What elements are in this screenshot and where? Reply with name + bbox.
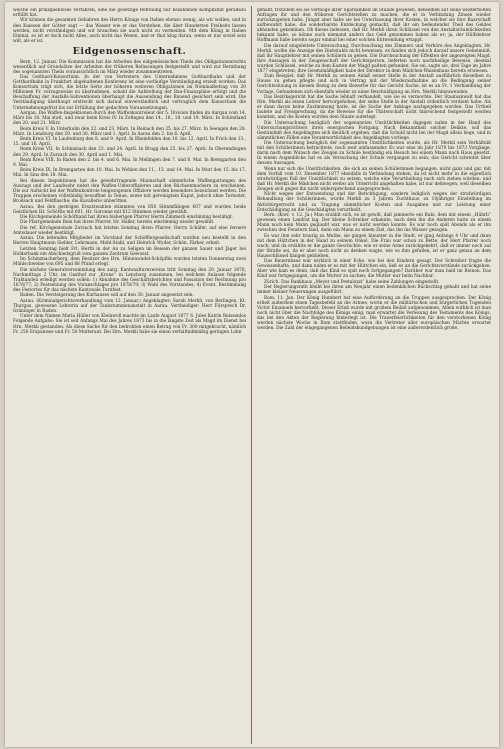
paragraph: Aarau. Die leitenden Mitglieder im Vorstand der Schöfflergesellschaft wurden neu bestellt in den Herren Hauptmann Siebler, Lehrmann, Mehl-Stahl, und Heinrich Wyder, Schön, Färber, erkeit. — [13, 236, 246, 247]
paragraph: Die nächste Generalversammlung des aarg. Kantonalturnvereins tritt Sonntag den 20. Januar 1878, Nachmittags 2 Uhr, im Gasthof zur „Krone“ in Lenzburg zusammen, bei welchem Anlasse folgende Traktanden erledigt werden sollen: 1) Abnahme des Geschäftsberichtes und Passation der Rechnung pro 1876/77; 2) Festsetzung des Voranschlages pro 1878/79; 3) Wahl des Vorstandes; 4) Event. Bestimmung des Festortes für das nächste Kantonale Turnfest. — [13, 267, 246, 294]
paragraph: Beim Kreis VII. In Schinznach den 23. und 24. April. In Brugg den 25. bis 27. April. In Oberendingen den 29. April. In Zurzach den 30. April und 1. Mai. — [13, 147, 246, 158]
paragraph: Aarau. (Kriminalgerichtsverhandlung vom 12. Januar.) Angeklagter: Sarah Merkli, von Berlingen, Kt. Thurgau, gewesene Lehrerin auf der Taubstummenanstalt in Aarau. Vertheidiger: Herr Fürsprech Dr. Gräninger in Baden. — [13, 298, 246, 314]
paragraph: Die Untersuchung bezüglich der sogenannten Unsittlichkeiten dagegen nahm in der Hand des Untersuchungsrichters ihren energischen Fortgang. Nach Bekanntheit solcher Delikte, soll das Geständniß des Angeklagten sich deutlich ergeben, daß die Schuld nicht bei der Magd allein liege, und in sämmtlichen Fällen eine Verantwortlichkeit des Angeklagten vorliege. — [257, 120, 491, 141]
paragraph: Die Untersuchung bezüglich der sogenannten Unsittlichkeiten wurde, als Hr. Merkli sein Verhältniß mit den Schülerinnen betrachtete, noch weit umfassender. Es war eine im Jahr 1870 bis 1873 Vorgänge, darin nach dem Wunsch des Zeugen zu Schule beständig ein Besuch bei einem Mann nach Haus gesetzt. In einem Augenblicke hat es als Versuchung der Schule vergangen zu sein; das Gericht schreitet über dessen Aussagen. — [257, 141, 491, 167]
paragraph: welche ein prinzipienloses Verfahren, eine die gesetzige Befreiung nur bezahlende Komplizität geradezu erfülltt hat. — [13, 8, 246, 19]
section-heading: Eidgenossenschaft. — [72, 45, 187, 57]
paragraph: Die Pfarrgemeinde Rein hat ihren Pfarrer, Hr. Haller, bereits einstimmig wieder gewählt. — [20, 220, 215, 226]
paragraph: Beim Kreis V. In Unterkulm den 22. und 23. März. In Reinach den 25. bis 27. März. In Seengen den 28. März. In Lenzburg den 29. und 30. März und 1. April. In Aarau den 2. bis 6. April. — [13, 126, 246, 137]
newspaper-page — [5, 2, 499, 747]
column-divider — [251, 6, 252, 744]
paragraph: Der Regierungsrath bleibt bei ihren am Neujahr einen bedenklichen Rückschlag gehabt und hat seine immer kleiner Neuerungen ausgeführt. — [257, 285, 491, 296]
paragraph: Beim Kreis VIII. In Baden den 2. bis 4. und 6. Mai. In Mellingen den 7. und 8. Mai. In Bremgarten den 9. Mai. — [13, 157, 246, 168]
paragraph: Beim Kreis VI. In Laufenburg den 8. und 9. April. In Rheinfelden den 10. bis 12. April. In Frick den 13., 15. und 16. April. — [13, 136, 246, 148]
paragraph: Rom, 11. Jan. Der König Humbert hat eine Aufforderung an die Truppen ausgesprochen. Der König erließ außerdem einen Tagesbefehl an die Armee, worin er die militärischen und bürgerlichen Tugenden Victor Emanuels hervorhebt. Dieser Erlaß wurde mit großem Beifall aufgenommen. Allein wirklich ist man noch nicht über die Nachfolge des Königs einig; man erwartet die Verlesung des Testaments des Königs, das bei den Akten der Regierung hinterlegt ist. Die Trauerfeierlichkeiten für den verstorbenen König werden nächste Woche in Rom stattfinden, wozu die Vertreter aller europäischen Mächte erwartet werden. Die Zahl der eingegangenen Beileidskundgebungen ist eine außerordentlich große. — [257, 295, 491, 331]
paragraph: Baden. Die Versteigerung des Kurhauses soll auf den 30. Januar angesetzt sein. — [20, 293, 194, 299]
paragraph: Bern, 12. Januar. Die Kommission hat die Arbeiten des eidgenössischen Theils des Obligationenrechts wesentlich auf Grundsätze der Arbeiten der früheren Befassungen festgestellt und wird zur Berathung des sogenannten Theils voraussichtlich im März wieder zusammentreten. — [13, 59, 246, 75]
paragraph: gehabt; trotzdem sei sie vermöge ihrer Sparsamkeit im Stande gewesen, denselben auf seine wiederholten Anfragen ihr und den früheren Gerichtstellen zu machen, die er in Verbindung Zinsen wieder zurückzugeben habe. Jüngst aber habe sie bei Unterlassung ihrer Kosten, in welcher sie ihre Baarschaft aufbewahrt habe, die sonderbarste Entdeckung gemacht, daß ihr ein bedeutender Theil des Geldes abhanden gekommen. Ob dieses indessen, daß Hr. Merkli ihren Schlüssel von den Anstaltsräumlichkeiten bekannt habe, so könne auch niemand anders das Geld genommen haben als er; ja, der Hülfslehrer Hoffmann habe bereits sogar einmal bei einer solchen Entwendung ertappt. — [257, 8, 491, 44]
paragraph: Beim Kreis IX. In Bremgarten den 10. Mai. In Wohlen den 11., 13. und 14. Mai. In Muri den 15. bis 17. Mai. In Sins den 18. Mai. — [13, 168, 246, 179]
paragraph: Das Bauernhaus war wirklich in einer Ecke, wie bei den Kindern gesagt. Der Schreiber fragte die Gewissenhafte, und dann nahm er es mit der Hüttchen ein, ließ es an die Gerichtsvorstände zurückgehen. Aber wie kam es denn, daß das Kind so spät noch fortgegangen? Darüber war man bald im Reinen. Das Kind war fortgegangen, um die Mutter zu suchen; die Mutter war beim Nachbar. — [257, 259, 491, 280]
paragraph: Das Gotthard-Konsortium. In der von Vertretern des Unternehmens Gotthardbahn und der Gotthardbahn in Frankfurt abgehaltenen Konferenz ist eine vorläufige Verständigung erzielt worden. Das Konsortium trägt sich, die letzte Serie der höheren weiteren Obligationen im Nominalbetrag von 20 Millionen Fr. vorzugsweise zu übernehmen, sobald die Aufstellung der Bau-Finanzpläne erfolgt und die Beschaffung der Ausfalls-Subventionen überhaupt die Aussendung des Bauend gesichert sein wird. Die Verständigung überhaupt erstreckt sich darauf einverständlich und vertraglich dem Konsortium die Unternehmungsfrist bis zur Erfüllung der gedachten Voraussetzungen. — [13, 75, 246, 111]
paragraph: Das Bezirksgericht hat die Sache lebhaft verhandelt, wie sie es vermochte. Der Staatsanwalt hat das Hrn. Merkli als einen Lehrer hervorgehoben, der seine Stelle in der Anstalt ordentlich verdient habe. Als er dann davon keine Zustimmung hatte, ist die Sache der Anklage nachgegeben worden. Das Urtheil lautete auf Freisprechung, da die Beweise für die Thäterschaft nicht hinreichend festgestellt werden konnten, und die Kosten wurden dem Staate auferlegt. — [257, 94, 491, 121]
paragraph: Aargau. Die Waffen-Inspektionen durch den Waffenkontroleur der 5. Division finden im Aargau vom 14. März bis 18. Mai statt, und zwar beim Kreis IV. In Zofingen den 14., 16., 18. und 19. März. In Schönfland den 20. und 21. März. — [13, 110, 246, 127]
paragraph: Zum Beispiel, daß Hr. Merkli zu seinem Anlaß seiner Stelle in der Anstalt ausführlich dieselben zu Hause zu gehen pflegte und sich in Vertrag mit der Wiederaufnahme an die Bedingung seiner Gerichtssitzung in diesem Bezug zu dem Bewerbe für das Gericht Sache, ist es an Fr. 1 Verhandlung der Vorlage, Gefundenen sich ebenfalls wieder zu einer Beschuldigung an Hrn. Merkli hinzuwenden. — [257, 74, 491, 95]
paragraph: Nicht wegen der Entwendung und der Berichtigung, sondern lediglich wegen der strafwürdigen Behandlung der Schülerinnen, wurde Merkli zu 3 Jahren Zuchthaus, zu 10jähriger Einstellung im Aktivbürgerrecht und zu Tragung sämmtlicher Kosten und Ausgaben und zur Leistung einer Entschädigung an die Geschädigten verurtheilt. — [257, 192, 491, 213]
paragraph: Zürich. Das Bankhaus „Meyer und Pestalozzi“ habe seine Zahlungen eingestellt. — [264, 279, 440, 285]
paragraph: Die ref. Kirchgemeinde Zurzach hat letzten Sonntag ihren Pfarrer, Herrn Schäfer, auf eine fernere Amtsdauer wieder bestätigt. — [13, 225, 246, 236]
paragraph: Es war ihm sehr traurig zu Muthe, sie gingen hinunter in die Stadt, er ging Anfangs 4 Uhr und dann mit dem Hüttchen in der Hand zu seinem Onkel. Die Frau war schon zu Bette, der Herr Pfarrer noch wach, und da erzählte er die ganze Geschichte: wie er seine Arme zurückgekehrt, daß er immer noch auf der Straße sei, da er aber noch nicht zu denken wagte, wie es ihm gefallen, ist er ganz genau an dem Hausschlüssel hängen geblieben. — [257, 233, 491, 259]
paragraph: Die darauf eingeleitete Untersuchung, Durchsuchung des Zimmers und Verhöre des Angeklagten, Hr. Merkli, wollte die Anzeige des Diebstahls nicht beweisen, es fanden sich jedoch darauf unsere Geheimniß, daß ihr Hauptlehrer mit seinen Schülern zu geben. Die Durchsuchung der Effekten der angezeigten Magd, ihre Aussagen in der Zeugenschaft der Gerichtsperson, lieferten noch nachtheilige Beweise, diesmal wurden Schlüssel, welche zu dem Kasten der Magd paßten gefunden. Sie sei, sagte sie, drei Tage im Jahre 1877 eingetreten; ihre Gesetzmäßigkeit habe der Direktor in dem Mädchen-Waisenhaus bereits erwiesen. — [257, 43, 491, 74]
paragraph: Aarau. Bei den gestrigen Ersatzwahlen stimmten von 850 Stimmfähigen 607 und wurden beide Geistlichen Hr. Schöttle mit 601, Hr. Garonne mit 612 Stimmen wieder gewählt. — [13, 204, 246, 215]
left-column — [13, 8, 246, 743]
paragraph: Im Schinznacherberg, dem Besitzer des Hrn. Hünenwadel-Schöpflin wurden letzten Donnerstag zwei Mühlschweine von 695 und 88 Pfund erlegt. — [13, 257, 246, 268]
paragraph: Wenn nur sich die Unsittlichkeiten, die sich an seinen Schülerinnen begangen, nicht ganz und gar, mit dem Vorfall vom 10. Dezember 1877 ebenfalls in Verbindung stehen, da ist nicht mehr in die eigentlich strafwürdigen Fall der Unsittlichkeit zu setzen, welche eine Verurtheilung nach sich ziehen würden; und daß Hr. Merkli die Mädchen nicht weiter als Unterricht angehalten habe, ist nur deßwegen, weil dieselben Zeugen sich gegen ihn nicht widersprechend ausgesprochen. — [257, 166, 491, 192]
paragraph: Letzten Sonntag hielt Frl. Hertli in der Au zu Seligen im Beisein der ganzen Sauer und Jäger bei Holderbank ein Abschiedsgruß vom ganzen Zentrum Gewusst. — [13, 246, 246, 257]
paragraph: Wir können die gesamten Gebahren des Herrn Königs von Italien ebenso wenig, als wir wollen, und in den Kuiesen der Götter sagt — das Wasser wie er das Verstehen, die über Hunderten Freiheits fassen werden, nicht verständigen und wir brauchen sie auch nicht zu vermeiden. Mit dem König in Italien Einmal, so ist er doch nicht Alles, auch nicht das Wesen, und er thut klug daran, wenn er nur soviel sein will, als er ist. — [13, 18, 246, 44]
paragraph: Bei diesen Inspektionen hat die gewehrtragende Mannschaft sämmtliche Waffengattungen des Auszugs und der Landwehr nebst den Waffen-Unteroffizieren und den Büchsenmachern zu erscheinen. Die zur Aufsicht bei der Waffenkontrole beigezogenen Offiziere werden besonders bezeichnet werden. Die Truppen erscheinen vollständig bewaffnet in Tenue, sowie mit gereinigtem Kaput, jedoch ohne Tornister, Brodsack und Feldflasche; die Kavallerie unberitten. — [13, 178, 246, 205]
right-column — [257, 8, 491, 743]
paragraph: Die Kirchgemeinde Schöftland hat ihren bisherigen Pfarrer Herrn Zimmerli einstimmig bestätigt. — [20, 215, 234, 221]
paragraph: Bern. (Korr. v. 12. Ja.) Man erzählt sich, es ist gewiß, daß jammerte ein Bubi, dem mit einem „Hührli“ gewesen einen Landrat lag. Der kleine Schreiber erkannte, nach dem ihn die Anderen hatte zu einem Mann noch kein Mann geglaubt war, was er nicht werden konnte. Es war noch spät Abends als er ihn zwischen den Fenstern fand, dann ein Mann zu einem Ziel, das ihn ins Wasser gezogen. — [257, 213, 491, 234]
paragraph: Unter dem Namen Maria Hüller von Kleinwoll machte im Laufe August 1877 S. Jules Katrin Reissenlos Folgende Aufgabe: Sie ist seit Anfangs Mai des Jahres 1873 bis in die längste Zeit als Magd im Dienst bei Hrn. Merkli gestanden. Als diese Sache für den bedrohten einen Betrag von Fr. 300 mitgebracht, nämlich Fr. 250 Erspanisse und Fr. 50 Mutteraut. Bei Hrn. Merkli habe sie einen verhältnißmäßig geringen Lohn — [13, 314, 246, 335]
